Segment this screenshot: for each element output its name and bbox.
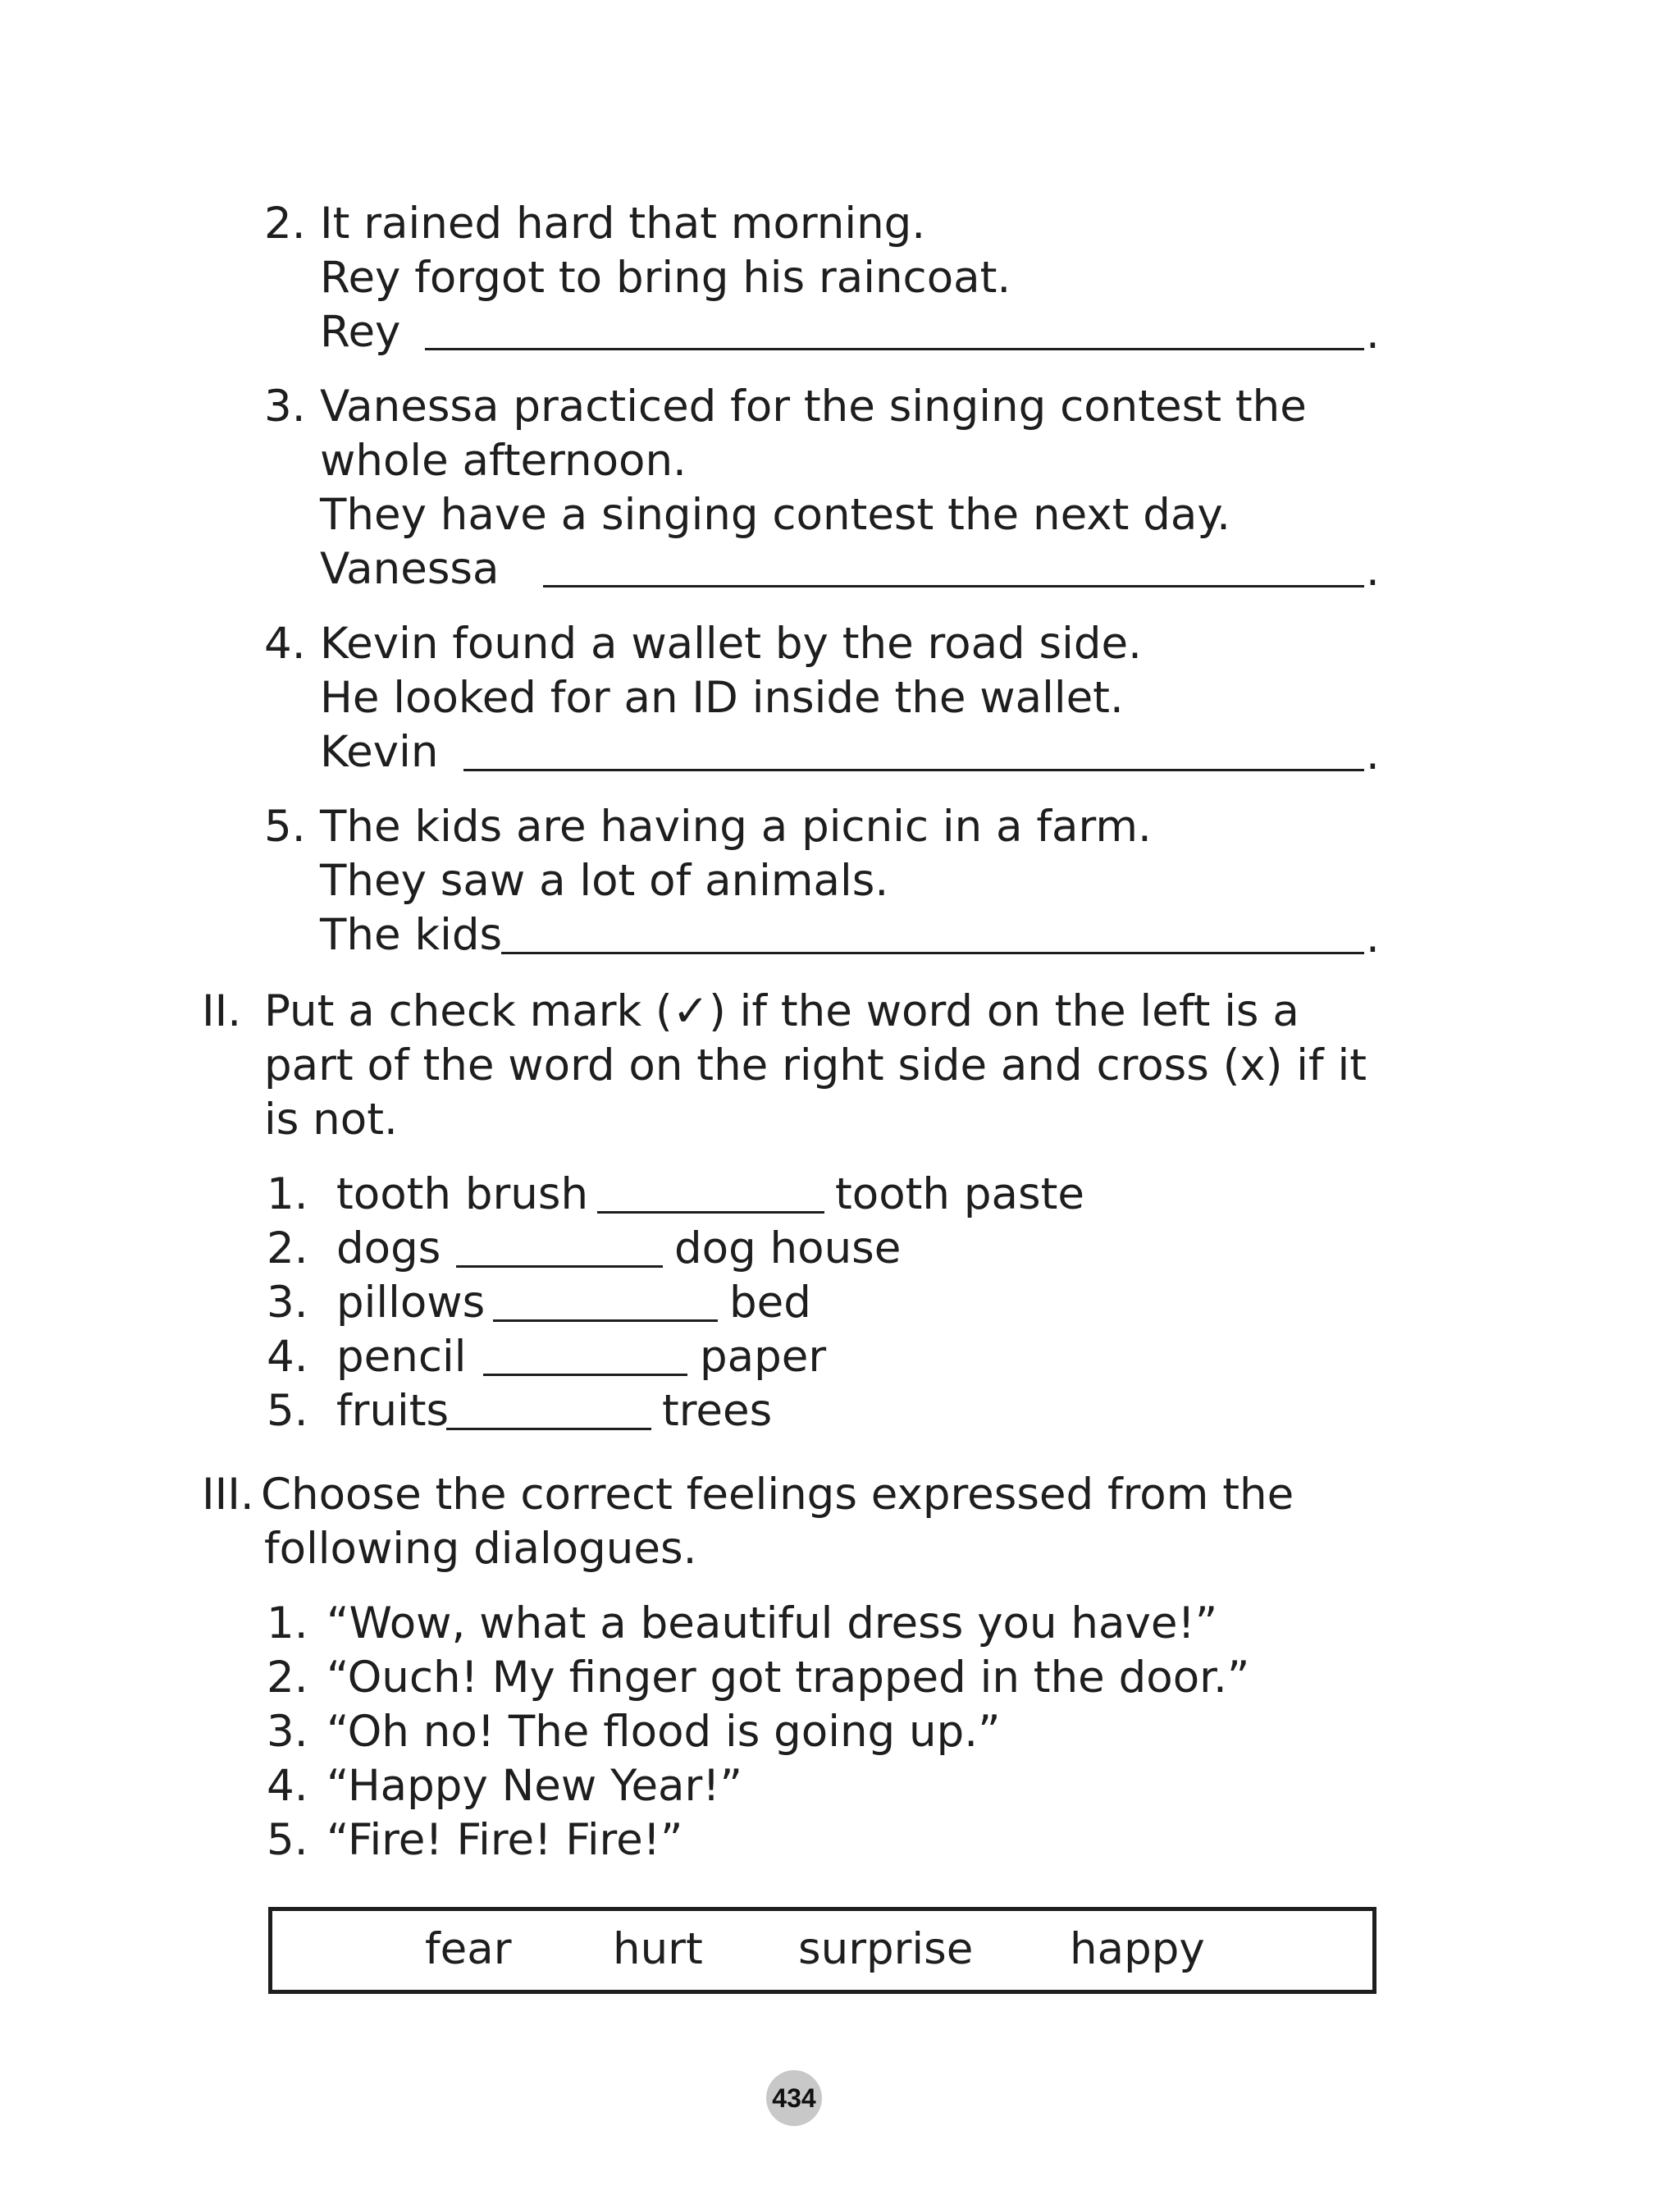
answer-blank[interactable] (597, 1211, 824, 1214)
answer-blank[interactable] (493, 1319, 718, 1322)
item-number: 4. (267, 1761, 308, 1811)
right-word: tooth paste (835, 1169, 1084, 1219)
item-number: 5. (267, 1815, 308, 1865)
item-number: 4. (264, 619, 306, 669)
section-instruction: following dialogues. (264, 1524, 697, 1574)
item-number: 2. (264, 199, 306, 249)
dialogue: “Wow, what a beautiful dress you have!” (326, 1598, 1218, 1648)
sentence: The kids are having a picnic in a farm. (320, 802, 1152, 852)
item-number: 5. (267, 1386, 308, 1436)
section-instruction: is not. (264, 1095, 398, 1145)
period: . (1366, 309, 1380, 359)
sentence: They have a singing contest the next day. (320, 490, 1231, 540)
sentence: Vanessa practiced for the singing contest the (320, 382, 1307, 432)
right-word: bed (729, 1278, 811, 1328)
period: . (1366, 546, 1380, 596)
left-word: tooth brush (336, 1169, 589, 1219)
right-word: trees (662, 1386, 773, 1436)
answer-blank[interactable] (446, 1428, 651, 1430)
item-number: 4. (267, 1332, 308, 1382)
section-instruction: part of the word on the right side and cross (x) if it (264, 1040, 1367, 1090)
item-number: 3. (267, 1707, 308, 1757)
choice-word: hurt (613, 1924, 703, 1974)
item-number: 1. (267, 1598, 308, 1648)
dialogue: “Happy New Year!” (326, 1761, 743, 1811)
item-number: 1. (267, 1169, 308, 1219)
answer-blank[interactable] (543, 585, 1364, 588)
answer-stem: Rey (320, 307, 401, 357)
answer-blank[interactable] (463, 769, 1364, 771)
dialogue: “Ouch! My finger got trapped in the door.” (326, 1653, 1250, 1703)
sentence: He looked for an ID inside the wallet. (320, 673, 1124, 723)
item-number: 3. (267, 1278, 308, 1328)
sentence: They saw a lot of animals. (320, 856, 889, 906)
left-word: pencil (336, 1332, 467, 1382)
section-numeral: III. (202, 1470, 254, 1520)
item-number: 5. (264, 802, 306, 852)
answer-stem: Kevin (320, 727, 439, 777)
choice-word: fear (425, 1924, 512, 1974)
choice-word: surprise (798, 1924, 974, 1974)
item-number: 3. (264, 382, 306, 432)
answer-stem: The kids (320, 910, 503, 960)
answer-stem: Vanessa (320, 544, 500, 594)
section-instruction: Put a check mark (✓) if the word on the left is a (264, 986, 1299, 1036)
left-word: dogs (336, 1223, 441, 1273)
answer-blank[interactable] (425, 348, 1364, 350)
dialogue: “Fire! Fire! Fire!” (326, 1815, 683, 1865)
sentence: Kevin found a wallet by the road side. (320, 619, 1142, 669)
right-word: paper (700, 1332, 827, 1382)
sentence: whole afternoon. (320, 436, 687, 486)
dialogue: “Oh no! The flood is going up.” (326, 1707, 1001, 1757)
period: . (1366, 729, 1380, 780)
sentence: Rey forgot to bring his raincoat. (320, 253, 1011, 303)
sentence: It rained hard that morning. (320, 199, 926, 249)
page-number: 434 (766, 2070, 822, 2126)
section-numeral: II. (202, 986, 242, 1036)
section-instruction: Choose the correct feelings expressed from the (261, 1470, 1294, 1520)
item-number: 2. (267, 1653, 308, 1703)
answer-blank[interactable] (483, 1374, 687, 1376)
period: . (1366, 912, 1380, 962)
choice-word: happy (1070, 1924, 1205, 1974)
left-word: pillows (336, 1278, 486, 1328)
right-word: dog house (674, 1223, 902, 1273)
answer-blank[interactable] (456, 1265, 663, 1268)
left-word: fruits (336, 1386, 450, 1436)
item-number: 2. (267, 1223, 308, 1273)
answer-blank[interactable] (501, 952, 1364, 954)
